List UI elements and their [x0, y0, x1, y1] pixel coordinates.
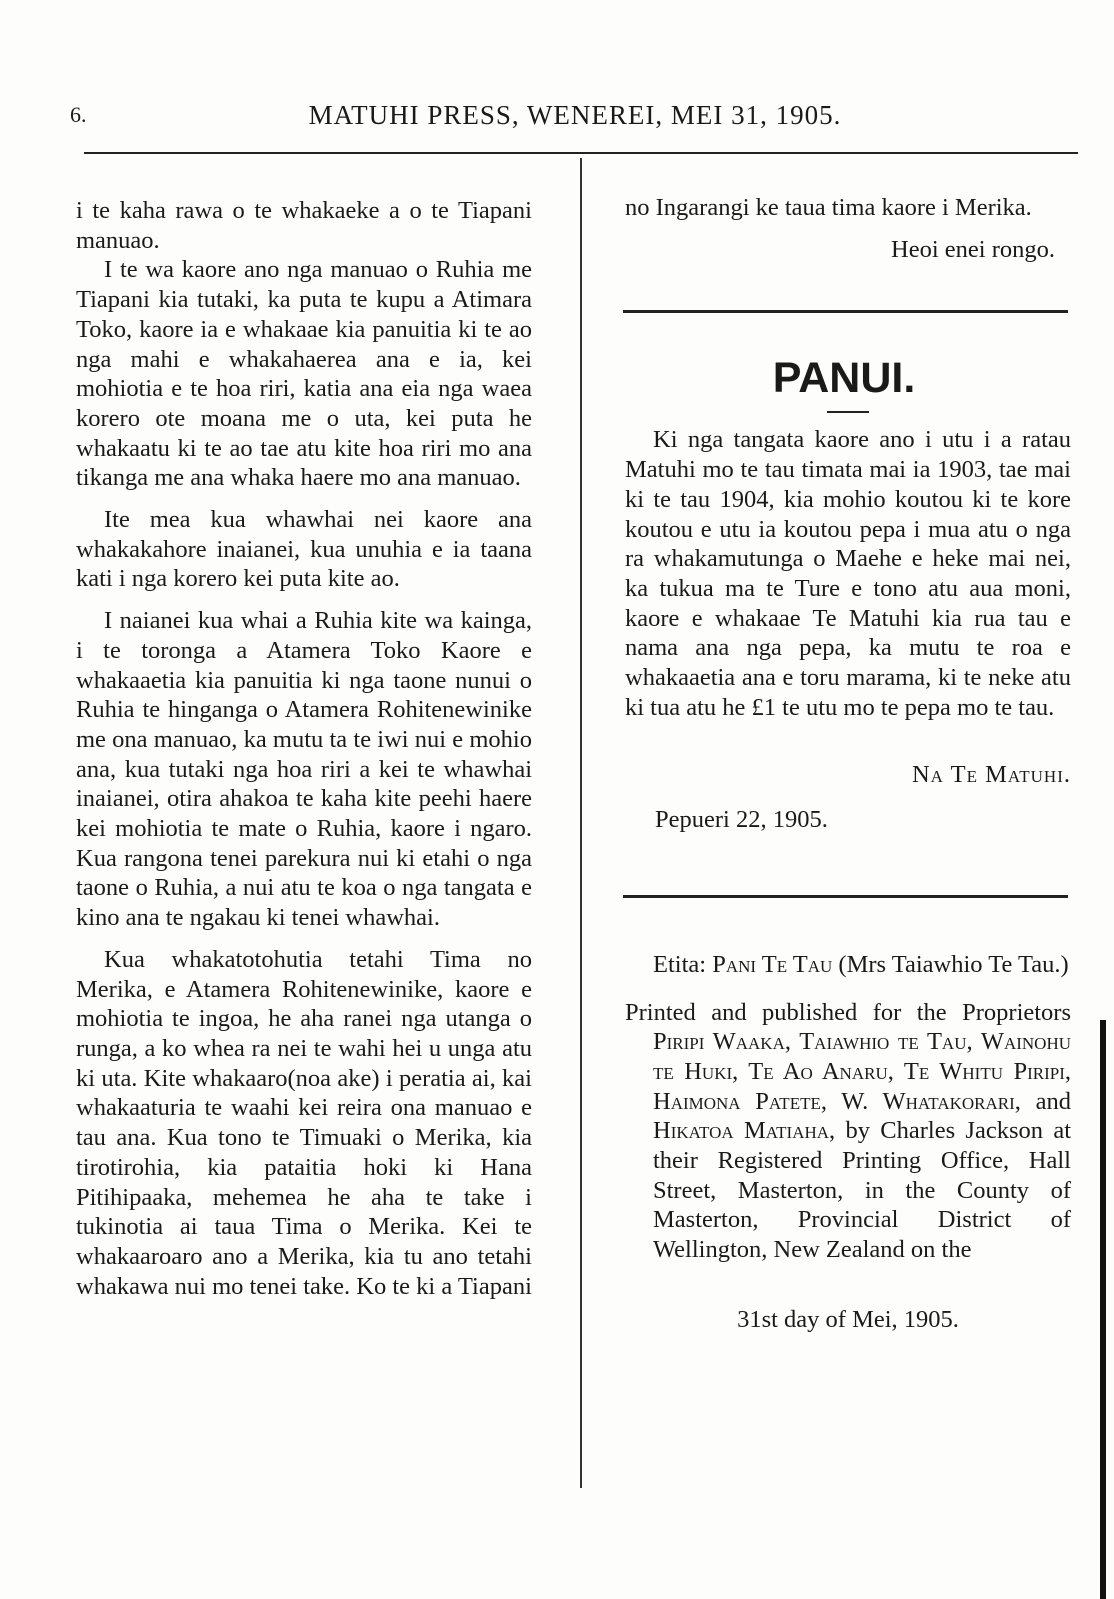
article-paragraph: Kua whakatotohutia tetahi Tima no Merika, e Atamera Rohitenewinike, kaore e mohiotia te ingoa, he aha ranei nga utanga o runga, a ko whea ra nei te wahi hei u unga atu ki uta. Kite whakaaro(noa ake) i peratia ai, kai whakaaturia te waahi kei reira ona manuao e tau ana. Kua tono te Timuaki o Merika, kia tirotirohia, kia pataitia hoki ki Hana Pitihipaaka, mehemea he aha te take i tukinotia ai taua Tima o Merika. Kei te whakaaroaro ano a Merika, kia tu ano tetahi whakawa nui mo tenei take. Ko te ki a Tiapani — [76, 945, 532, 1300]
imprint-rest: by Charles Jackson at their Registered Printing Office, Hall Street, Masterton, in the County of Masterton, Provincial District of Wellington, New Zealand on the — [653, 1117, 1071, 1264]
editor-label: Etita: — [653, 950, 707, 978]
notice-body: Ki nga tangata kaore ano i utu i a ratau Matuhi mo te tau timata mai ia 1903, tae mai ki te tau 1904, kia mohio koutou ki te kore koutou e utu ia koutou pepa i mua atu o nga ra whakamutunga o Maehe e heke mai nei, ka tukua ma te Ture e tono atu aua moni, kaore e whakaae Te Matuhi kia rua tau e nama ana nga pepa, ka mutu te roa e whakaaetia ana e toru marama, ki te neke atu ki tua atu he £1 te utu mo te pepa mo te tau. — [625, 426, 1071, 721]
column-divider — [580, 158, 582, 1488]
editor-line — [625, 950, 1071, 980]
editor-name: Pani Te Tau — [712, 950, 833, 978]
notice-signature: Na Te Matuhi. — [911, 761, 1071, 789]
article-paragraph: I naianei kua whai a Ruhia kite wa kainga, i te toronga a Atamera Toko Kaore e whakaaetia kia panuitia ki nga taone nunui o Ruhia te hinganga o Atamera Rohitenewinike me ona manuao, ka mutu ta te iwi nui e mohio ana, kua tutaki nga hoa riri a kei te whawhai inaianei, otira ahakoa te kaha kite peehi haere kei mohiotia te mate o Ruhia, kaore i ngaro. Kua rangona tenei parekura nui ki etahi o nga taone o Ruhia, a nui atu te koa o nga tangata e kino ana te ngakau ki tenei whawhai. — [76, 607, 532, 932]
article-signoff: Heoi enei rongo. — [891, 235, 1055, 263]
imprint-proprietors: Piripi Waaka, Taiawhio te Tau, Wainohu te Huki, Te Ao Anaru, Te Whitu Piripi, Haimona Patete, W. Whatakorari, — [653, 1028, 1071, 1115]
imprint — [625, 998, 1071, 1265]
imprint-and: and — [1035, 1087, 1071, 1115]
title-underline — [827, 411, 869, 413]
page-header — [70, 100, 1080, 140]
article-paragraph: I te wa kaore ano nga manuao o Ruhia me Tiapani kia tutaki, ka puta te kupu a Atimara Toko, kaore ia e whakaae kia panuitia ki te ao nga mahi e whakahaerea ana e ia, kei mohiotia e te hoa riri, katia ana eia nga waea korero ote moana me o uta, kei puta he whakaatu ki te ao tae atu kite hoa riri mo ana tikanga me ana whaka haere mo ana manuao. — [76, 256, 532, 492]
right-column — [625, 193, 1071, 1335]
left-column — [76, 196, 532, 1301]
notice-section — [625, 353, 1071, 834]
article-continuation: no Ingarangi ke taua tima kaore i Merika. — [625, 194, 1032, 221]
page-edge — [1100, 1020, 1106, 1599]
masthead-title: MATUHI PRESS, WENEREI, MEI 31, 1905. — [308, 100, 842, 130]
article-paragraph: i te kaha rawa o te whakaeke a o te Tiapani manuao. — [76, 197, 532, 254]
imprint-last-proprietor: Hikatoa Matiaha, — [653, 1117, 836, 1145]
article-paragraph: Ite mea kua whawhai nei kaore ana whakakahore inaianei, kua unuhia e ia taana kati i nga korero kei puta kite ao. — [76, 506, 532, 593]
section-rule — [623, 895, 1068, 898]
editor-name-rest: (Mrs Taiawhio Te Tau.) — [838, 950, 1069, 978]
imprint-lead: Printed and published for the Proprietors — [625, 998, 1071, 1026]
notice-date: Pepueri 22, 1905. — [655, 806, 828, 834]
page-number: 6. — [70, 102, 87, 127]
header-rule — [84, 152, 1078, 154]
publication-date: 31st day of Mei, 1905. — [737, 1305, 959, 1333]
section-rule — [623, 310, 1068, 313]
notice-title: PANUI. — [772, 354, 916, 403]
